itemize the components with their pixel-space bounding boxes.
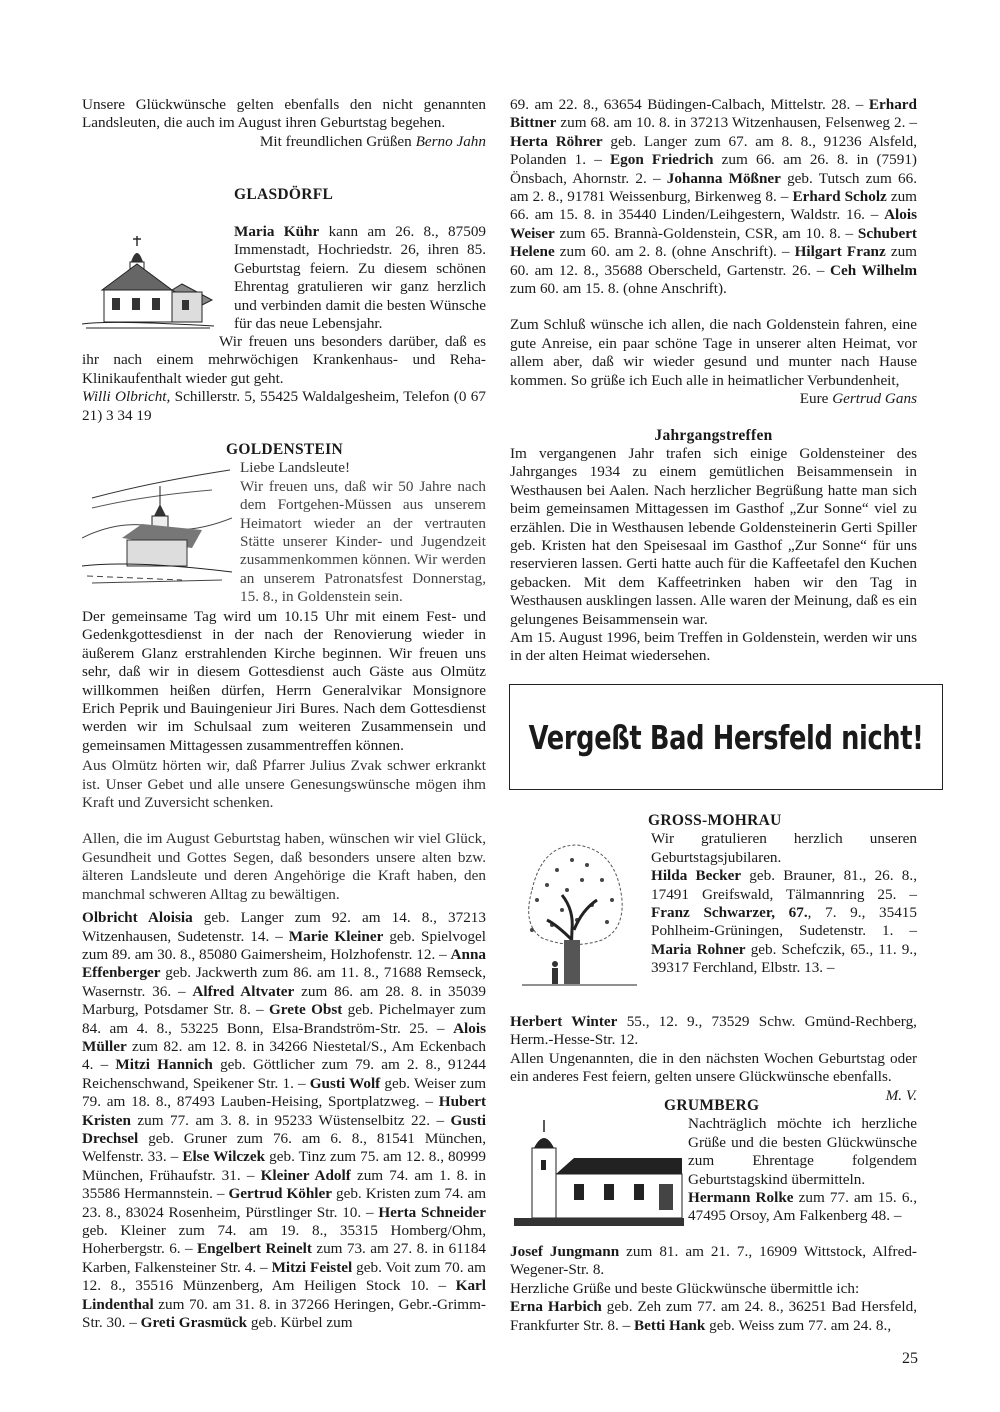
grumberg-entries2 — [510, 1298, 917, 1335]
birthday-details: zum 81. am 21. 7., 16909 Wittstock, Alfred-Wegener-Str. 8. — [510, 1243, 917, 1279]
birthday-name: Anna Effenberger — [82, 945, 486, 982]
gross-mohrau-closing: Allen Ungenannten, die in den nächsten Wochen Geburtstag oder ein anderes Fest feiern, gelten unsere Glückwünsche ebenfalls. M. V. — [510, 1049, 917, 1104]
birthday-name: Herta Röhrer — [510, 132, 603, 150]
birthday-list-right — [510, 96, 917, 298]
birthday-name: Gertrud Köhler — [228, 1185, 333, 1203]
glasdoerfl-p2-block — [82, 333, 486, 425]
birthday-name: Herbert Winter — [510, 1013, 618, 1030]
goldenstein-head — [226, 441, 486, 607]
goldenstein-title: GOLDENSTEIN — [226, 441, 343, 458]
goldenstein-p1: Wir freuen uns, daß wir 50 Jahre nach dem Fortgehen-Müssen aus unserem Heimatort wieder an der vertrauten Stätte unserer Kinder- und Jugendzeit zusammenkommen können. Wir werden an unserem Patronatsfest Donnerstag, 15. 8., in Goldenstein sein. — [240, 477, 486, 606]
gross-mohrau-last-entry — [510, 1013, 917, 1050]
grumberg-church-illustration — [514, 1118, 684, 1228]
birthday-details: geb. Kleiner zum 74. am 19. 8., 35315 Homberg/Ohm, Hoherbergstr. 6. – — [82, 1222, 486, 1258]
birthday-name: Karl Lindenthal — [82, 1277, 486, 1313]
gross-mohrau-body — [510, 1013, 917, 1105]
birthday-name: Egon Friedrich — [610, 151, 714, 169]
glasdoerfl-p2: Wir freuen uns besonders darüber, daß es ihr nach einem mehrwöchigen Krankenhaus- und Reha-Klinikaufenthalt wieder gut geht. — [82, 333, 486, 387]
banner-text: Vergeßt Bad Hersfeld nicht! — [528, 717, 924, 757]
birthday-details: geb. Gruner zum 76. am 6. 8., 81541 München, Welfenstr. 33. – — [82, 1129, 486, 1166]
grumberg-last-entry — [510, 1243, 917, 1280]
birthday-name: Herta Schneider — [378, 1203, 486, 1221]
grumberg-title: GRUMBERG — [664, 1097, 760, 1114]
birthday-name: Alfred Altvater — [192, 982, 295, 1000]
birthday-details: geb. Göttlicher zum 79. am 2. 8., 91244 Reichenschwand, Speikener Str. 1. – — [82, 1056, 486, 1092]
birthday-name: Marie Kleiner — [288, 927, 384, 945]
birthday-name: Hubert Kristen — [82, 1093, 486, 1129]
birthday-details: zum 60. am 12. 8., 35688 Oberscheld, Gartenstr. 26. – — [510, 243, 917, 279]
birthday-name: Olbricht Aloisia — [82, 909, 193, 927]
jahrgang-p2: Am 15. August 1996, beim Treffen in Goldenstein, werden wir uns in der alten Heimat wiedersehen. — [510, 628, 917, 665]
birthday-details: zum 70. am 31. 8. in 37266 Heringen, Gebr.-Grimm-Str. 30. – — [82, 1295, 486, 1332]
glasdoerfl-body — [234, 223, 486, 333]
birthday-details: zum 74. am 1. 8. in 35586 Hermannstein. – — [82, 1166, 486, 1203]
closing-text: Zum Schluß wünsche ich allen, die nach Goldenstein fahren, eine gute Anreise, ein paar schöne Tage in unserer alten Heimat, vor allem aber, daß wir wieder gesund und munter nach Hause kommen. So grüße ich Euch alle in heimatlicher Verbundenheit, — [510, 316, 917, 389]
birthday-details: zum 66. am 26. 8. in (7591) Önsbach, Ahornstr. 2. – — [510, 151, 917, 187]
birthday-details: geb. Kürbel zum — [247, 1314, 353, 1332]
goldenstein-salutation: Liebe Landsleute! — [240, 459, 351, 477]
glasdoerfl-section — [82, 186, 486, 218]
birthday-name: Johanna Mößner — [666, 169, 781, 187]
birthday-name: Franz Schwarzer, 67. — [651, 904, 808, 922]
gross-mohrau-intro: Wir gratulieren herzlich unseren Geburtstagsjubilaren. — [651, 830, 917, 866]
birthday-details: geb. Jackwerth zum 86. am 11. 8., 71688 Remseck, Wasernstr. 36. – — [82, 964, 486, 1000]
birthday-details: zum 68. am 10. 8. in 37213 Witzenhausen, Felsenweg 2. – — [556, 114, 917, 132]
birthday-name: Maria Rohner — [651, 940, 746, 958]
goldenstein-p2: Der gemeinsame Tag wird um 10.15 Uhr mit einem Fest- und Gedenkgottesdienst in der nach der Renovierung wieder in äußerem Glanz erstrahlenden Kirche beginnen. Wir freuen uns sehr, daß wir in diesem Gottesdienst auch Gäste aus Olmütz willkommen heißen dürfen, Herrn Generalvikar Monsignore Erich Peprik und Bauingenieur Jiri Bures. Nach dem Gottesdienst werden wir im Schulsaal zum weiteren Zusammensein und gemeinsamen Mittagessen zusammentreffen können. — [82, 608, 486, 754]
birthday-name: Kleiner Adolf — [260, 1166, 351, 1184]
birthday-name: Gusti Wolf — [309, 1074, 381, 1092]
birthday-details: geb. Langer zum 92. am 14. 8., 37213 Witzenhausen, Sudetenstr. 14. – — [82, 909, 486, 945]
gross-mohrau-head — [648, 812, 917, 978]
birthday-name: Hermann Rolke — [688, 1189, 794, 1207]
birthday-details: geb. Zeh zum 77. am 24. 8., 36251 Bad Hersfeld, Frankfurter Str. 8. – — [510, 1298, 917, 1334]
birthday-name: Mitzi Feistel — [271, 1258, 353, 1276]
birthday-name: Betti Hank — [634, 1316, 706, 1334]
birthday-details: 69. am 22. 8., 63654 Büdingen-Calbach, Mittelstr. 28. – — [510, 96, 869, 113]
birthday-name: Hilda Becker — [651, 867, 742, 885]
grumberg-p2: Herzliche Grüße und beste Glückwünsche übermittle ich: — [510, 1279, 860, 1297]
glasdoerfl-name: Maria Kühr — [234, 223, 320, 240]
birthday-details: , 7. 9., 35415 Pohlheim-Grüningen, Sudetenstr. 1. – — [651, 904, 917, 940]
birthday-details: geb. Brauner, 81., 26. 8., 17491 Greifswald, Tälmannring 25. – — [651, 867, 917, 903]
grumberg-body — [510, 1243, 917, 1335]
birthday-name: Erna Harbich — [510, 1298, 602, 1316]
birthday-details: geb. Schefczik, 65., 11. 9., 39317 Ferchland, Elbstr. 13. – — [651, 940, 917, 977]
birthday-details: zum 65. Brannà-Goldenstein, CSR, am 10. 8. – — [554, 224, 858, 242]
bad-hersfeld-banner — [509, 684, 943, 790]
birthday-details: zum 77. am 3. 8. in 95233 Wüstenselbitz 22. – — [130, 1111, 451, 1129]
birthday-details: geb. Weiss zum 77. am 24. 8., — [705, 1316, 892, 1334]
grumberg-entries — [688, 1189, 917, 1226]
glasdoerfl-p1: kann am 26. 8., 87509 Immenstadt, Hochriedstr. 26, ihren 85. Geburtstag feiern. Zu diesem schönen Ehrentag gratulieren wir ganz herzlich und verbinden damit die besten Wünsche für das neue Lebensjahr. — [234, 223, 487, 333]
goldenstein-church-illustration — [82, 468, 232, 588]
glasdoerfl-signature: Willi Olbricht, Schillerstr. 5, 55425 Waldalgesheim, Telefon (0 67 21) 3 34 19 — [82, 388, 486, 424]
birthday-name: Erhard Scholz — [792, 188, 887, 206]
tree-illustration — [512, 830, 642, 990]
birthday-details: geb. Spielvogel zum 89. am 30. 8., 85080 Gaimersheim, Holzhofenstr. 12. – — [82, 927, 486, 963]
goldenstein-p3: Aus Olmütz hörten wir, daß Pfarrer Julius Zvak schwer erkrankt ist. Unser Gebet und alle unsere Genesungswünsche mögen ihm Kraft und Zuversicht schenken. — [82, 757, 486, 812]
birthday-name: Hilgart Franz — [794, 243, 886, 261]
birthday-details: 55., 12. 9., 73529 Schw. Gmünd-Rechberg, Herm.-Hesse-Str. 12. — [510, 1013, 917, 1049]
page-number: 25 — [902, 1350, 918, 1367]
birthday-name: Mitzi Hannich — [115, 1056, 213, 1074]
chapel-illustration — [82, 232, 214, 332]
birthday-details: geb. Tinz zum 75. am 12. 8., 80999 München, Frühaufstr. 31. – — [82, 1148, 486, 1184]
gross-mohrau-entries — [648, 867, 917, 977]
gross-mohrau-signature: M. V. — [885, 1086, 917, 1104]
birthday-details: zum 60. am 15. 8. (ohne Anschrift). — [510, 280, 727, 298]
birthday-details: zum 82. am 12. 8. in 34266 Niestetal/S., Am Eckenbach 4. – — [82, 1037, 486, 1074]
birthday-details: zum 66. am 15. 8. in 35440 Linden/Leihgestern, Waldstr. 16. – — [510, 188, 917, 224]
jahrgang-title: Jahrgangstreffen — [654, 426, 773, 444]
birthday-name: Alois Müller — [82, 1019, 486, 1055]
birthday-details: geb. Weiser zum 79. am 18. 8., 87493 Lauben-Heising, Sportplatzweg. – — [82, 1074, 487, 1111]
birthday-name: Erhard Bittner — [510, 96, 917, 132]
goldenstein-body — [82, 608, 486, 1332]
birthday-name: Greti Grasmück — [140, 1314, 248, 1332]
birthday-name: Grete Obst — [268, 1001, 343, 1019]
birthday-details: geb. Voit zum 70. am 12. 8., 35516 Münzenberg, Am Heiligen Stock 10. – — [82, 1258, 486, 1295]
gross-mohrau-title: GROSS-MOHRAU — [648, 812, 782, 829]
birthday-name: Josef Jungmann — [510, 1243, 620, 1260]
intro-signature: Mit freundlichen Grüßen Berno Jahn — [259, 132, 486, 150]
left-column — [82, 96, 486, 151]
birthday-name: Ceh Wilhelm — [830, 261, 917, 279]
birthday-details: geb. Tutsch zum 66. am 2. 8., 91781 Weissenburg, Birkenweg 8. – — [510, 169, 917, 206]
birthday-details: zum 77. am 15. 6., 47495 Orsoy, Am Falkenberg 48. – — [688, 1189, 918, 1225]
birthday-name: Gusti Drechsel — [82, 1111, 486, 1147]
birthday-details: zum 60. am 2. 8. (ohne Anschrift). – — [554, 243, 795, 261]
grumberg-intro: Nachträglich möchte ich herzliche Grüße und die besten Glückwünsche zum Ehrentage folgendem Geburtstagskind übermitteln. — [688, 1115, 917, 1188]
birthday-details: zum 73. am 27. 8. in 61184 Karben, Falkensteiner Str. 4. – — [82, 1240, 487, 1276]
intro-text: Unsere Glückwünsche gelten ebenfalls den nicht genannten Landsleuten, die auch im August ihren Geburtstag begehen. — [82, 96, 486, 132]
right-column — [510, 96, 917, 666]
jahrgang-p1: Im vergangenen Jahr trafen sich einige Goldensteiner des Jahrganges 1934 zu einem gemütlichen Beisammensein in Westhausen bei Aalen. Nach herzlicher Begrüßung hatte man sich beim gemeinsamen Mittagessen im Gasthof „Zur Sonne“ viel zu erzählen. Die in Westhausen lebende Goldensteinerin Gerti Spiller geb. Kristen hat den Speisesaal im Gasthof „Zur Sonne“ für uns reservieren lassen. Gerti hatte auch für die Kaffeetafel den Kuchen gebacken. Mit dem Kaffeetrinken haben wir den Tag in Westhausen ausklingen lassen. Alle waren der Meinung, daß es ein gelungenes Beisammensein war. — [510, 444, 917, 628]
goldenstein-p4: Allen, die im August Geburtstag haben, wünschen wir viel Glück, Gesundheit und Gottes Segen, daß besonders unsere alten bzw. älteren Landsleute und deren Angehörige die Kraft haben, den manchmal schweren Alltag zu bewältigen. — [82, 830, 486, 903]
birthday-name: Alois Weiser — [510, 206, 917, 242]
birthday-list-left — [82, 909, 486, 1332]
closing-signature: Eure Gertrud Gans — [799, 390, 917, 408]
birthday-name: Else Wilczek — [182, 1148, 266, 1166]
birthday-details: geb. Langer zum 67. am 8. 8., 91236 Alsfeld, Polanden 1. – — [510, 132, 917, 169]
birthday-name: Schubert Helene — [510, 224, 917, 261]
birthday-details: zum 86. am 28. 8. in 35039 Marburg, Potsdamer Str. 8. – — [82, 982, 486, 1019]
birthday-details: geb. Kristen zum 74. am 23. 8., 83024 Rosenheim, Pürstlinger Str. 10. – — [82, 1185, 487, 1221]
birthday-name: Engelbert Reinelt — [197, 1240, 312, 1258]
birthday-details: geb. Pichelmayer zum 84. am 4. 8., 53225 Bonn, Elsa-Brandström-Str. 25. – — [82, 1001, 486, 1037]
grumberg-head — [664, 1097, 918, 1226]
glasdoerfl-title: GLASDÖRFL — [234, 186, 334, 203]
